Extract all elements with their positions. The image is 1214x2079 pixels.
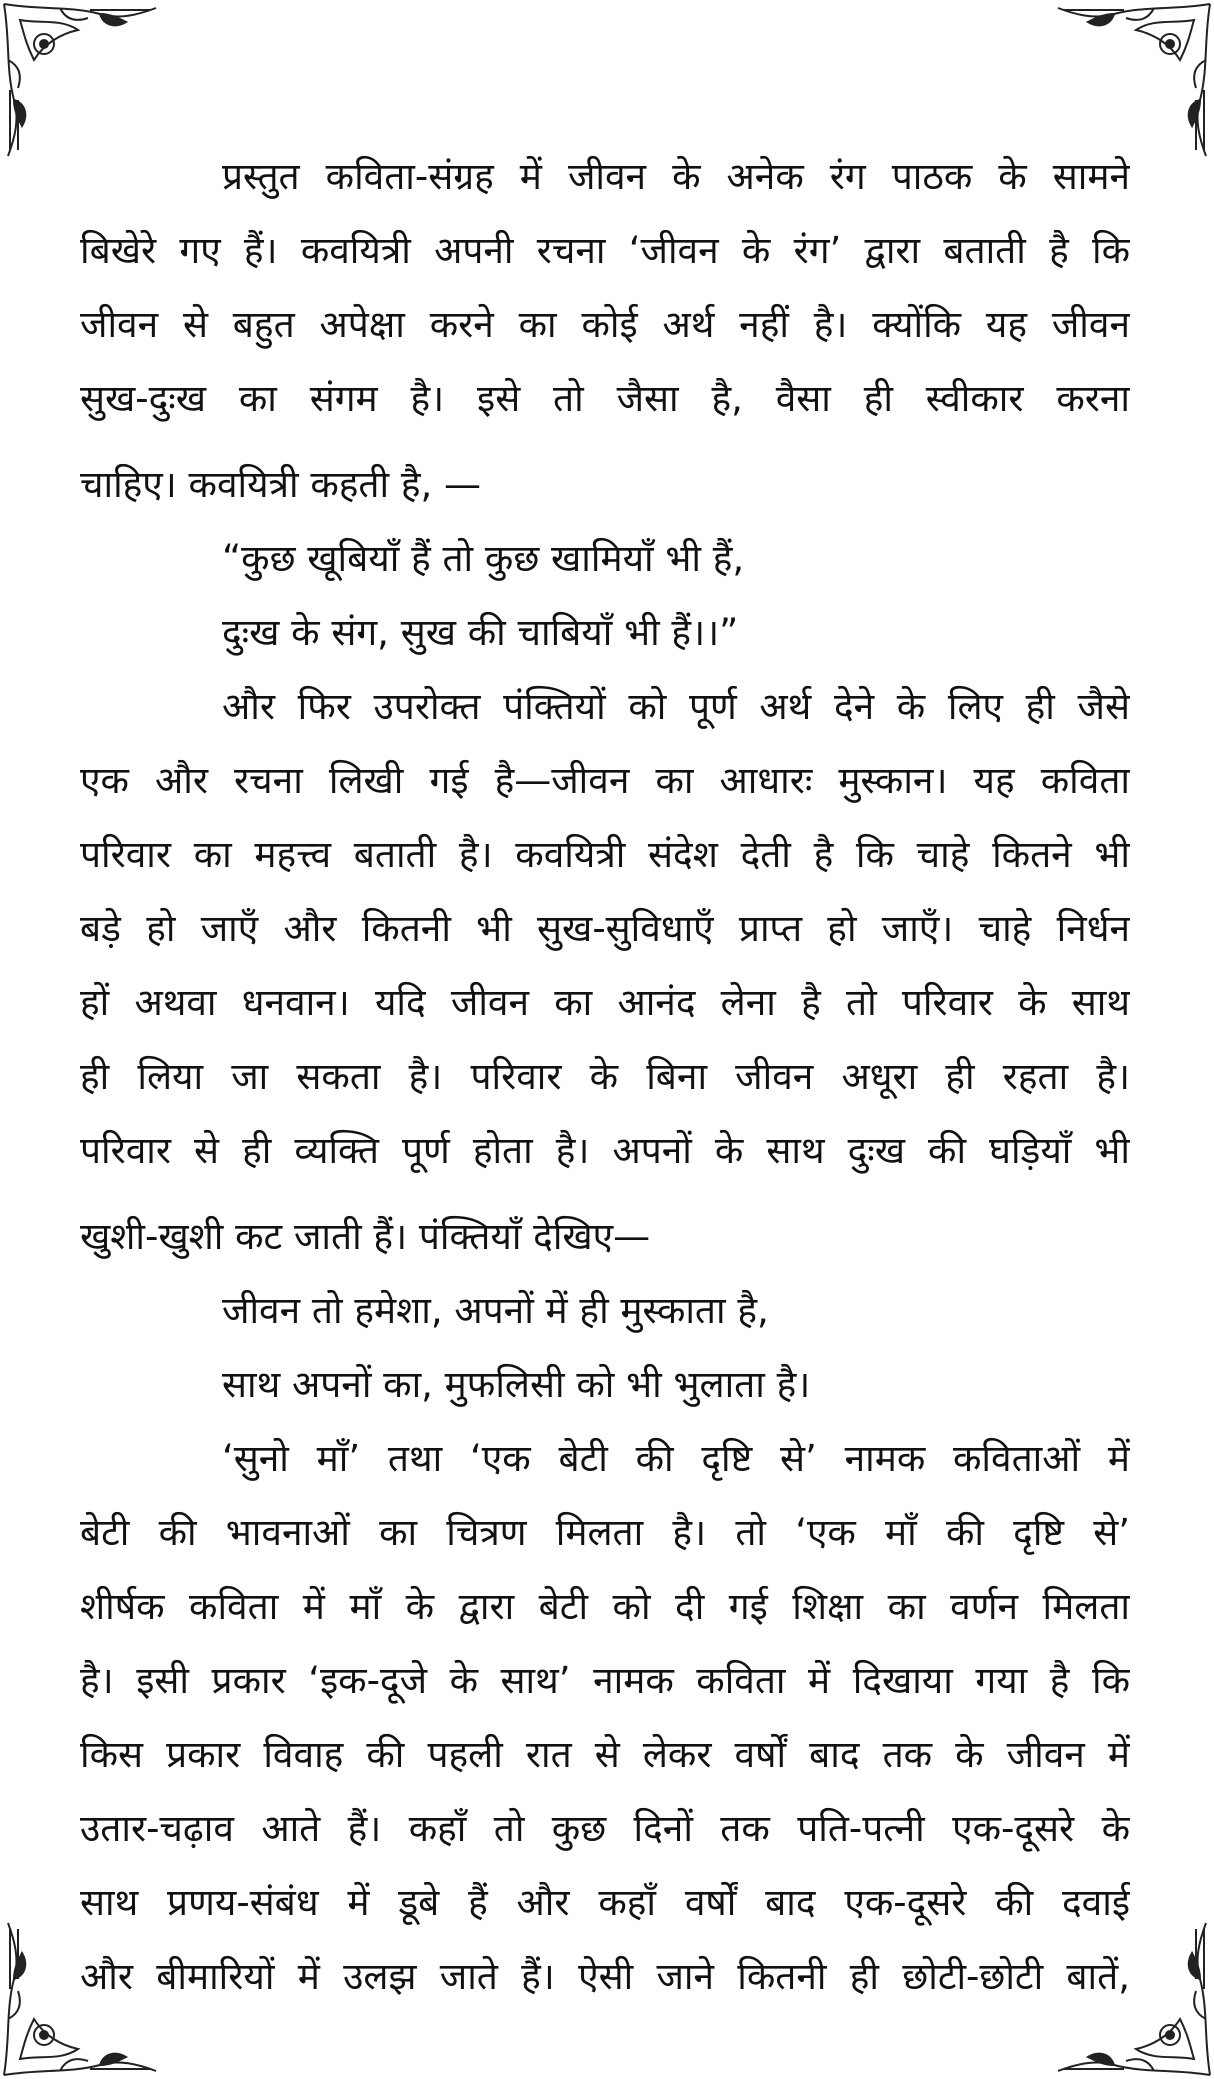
text-line: हों अथवा धनवान। यदि जीवन का आनंद लेना है तो परिवार के साथ [80,981,1130,1024]
text-line: साथ प्रणय-संबंध में डूबे हैं और कहाँ वर्षों बाद एक-दूसरे की दवाई [80,1881,1130,1924]
verse-quote-2 [80,1274,1130,1422]
text-line: शीर्षक कविता में माँ के द्वारा बेटी को दी गई शिक्षा का वर्णन मिलता [80,1585,1130,1628]
text-line: जीवन से बहुत अपेक्षा करने का कोई अर्थ नहीं है। क्योंकि यह जीवन [80,303,1130,346]
paragraph-2 [80,670,1130,1274]
text-line: बेटी की भावनाओं का चित्रण मिलता है। तो ‘एक माँ की दृष्टि से’ [80,1511,1130,1554]
text-line: उतार-चढ़ाव आते हैं। कहाँ तो कुछ दिनों तक पति-पत्नी एक-दूसरे के [80,1807,1130,1850]
text-line: ‘सुनो माँ’ तथा ‘एक बेटी की दृष्टि से’ नामक कविताओं में [222,1437,1130,1480]
text-line: परिवार से ही व्यक्ति पूर्ण होता है। अपनों के साथ दुःख की घड़ियाँ भी [80,1129,1130,1172]
body-text [80,140,1130,2014]
paragraph-1 [80,140,1130,522]
verse-quote-1 [80,522,1130,670]
text-line: ही लिया जा सकता है। परिवार के बिना जीवन अधूरा ही रहता है। [80,1055,1130,1098]
paragraph-3 [80,1422,1130,2014]
text-line: बिखेरे गए हैं। कवयित्री अपनी रचना ‘जीवन के रंग’ द्वारा बताती है कि [80,229,1130,272]
verse-line: दुःख के संग, सुख की चाबियाँ भी हैं।।” [222,611,739,654]
text-line: सुख-दुःख का संगम है। इसे तो जैसा है, वैसा ही स्वीकार करना [80,377,1130,420]
text-line: चाहिए। कवयित्री कहती है, — [80,463,482,506]
text-line: प्रस्तुत कविता-संग्रह में जीवन के अनेक रंग पाठक के सामने [222,155,1130,198]
text-line: एक और रचना लिखी गई है—जीवन का आधारः मुस्कान। यह कविता [80,759,1130,802]
text-line: परिवार का महत्त्व बताती है। कवयित्री संदेश देती है कि चाहे कितने भी [80,833,1130,876]
text-line: बड़े हो जाएँ और कितनी भी सुख-सुविधाएँ प्राप्त हो जाएँ। चाहे निर्धन [80,907,1130,950]
text-line: किस प्रकार विवाह की पहली रात से लेकर वर्षों बाद तक के जीवन में [80,1733,1130,1776]
text-line: है। इसी प्रकार ‘इक-दूजे के साथ’ नामक कविता में दिखाया गया है कि [80,1659,1130,1702]
text-line: और बीमारियों में उलझ जाते हैं। ऐसी जाने कितनी ही छोटी-छोटी बातें, [80,1955,1130,1998]
verse-line: जीवन तो हमेशा, अपनों में ही मुस्काता है, [222,1289,769,1332]
verse-line: “कुछ खूबियाँ हैं तो कुछ खामियाँ भी हैं, [222,537,745,580]
corner-ornament-top-right-icon [1054,0,1214,160]
corner-ornament-top-left-icon [0,0,160,160]
text-line: और फिर उपरोक्त पंक्तियों को पूर्ण अर्थ देने के लिए ही जैसे [222,685,1130,728]
verse-line: साथ अपनों का, मुफलिसी को भी भुलाता है। [222,1363,811,1406]
text-line: खुशी-खुशी कट जाती हैं। पंक्तियाँ देखिए— [80,1215,651,1258]
